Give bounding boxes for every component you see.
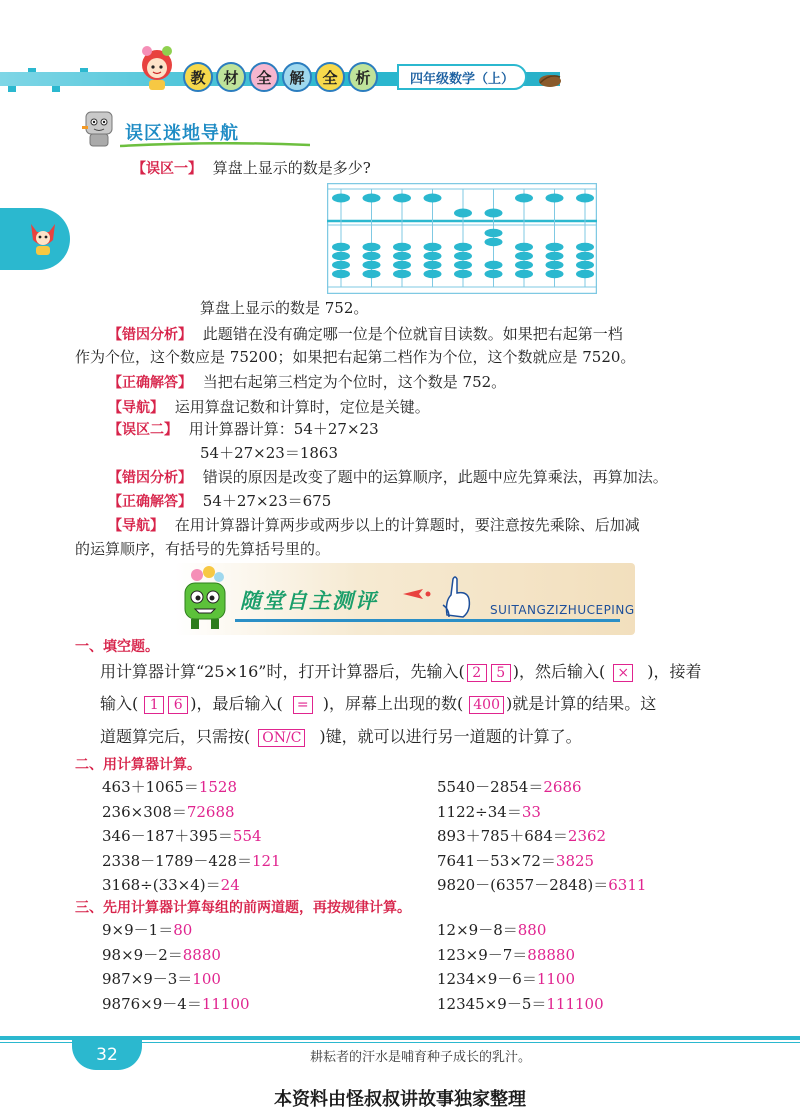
- equation-answer: 33: [521, 802, 541, 821]
- title-char: 解: [282, 62, 312, 92]
- q3-heading: 三、先用计算器计算每组的前两道题，再按规律计算。: [75, 900, 411, 916]
- abacus-bead: [546, 252, 564, 260]
- abacus-bead: [515, 194, 533, 203]
- mistake1-label: 【误区一】: [132, 161, 202, 177]
- equation-answer: 80: [173, 921, 193, 939]
- q1-text: )键，就可以进行另一道题的计算了。: [319, 727, 582, 746]
- side-tab: [0, 208, 70, 270]
- equation-expression: 987×9－3＝: [102, 970, 193, 988]
- equation-row: [437, 802, 541, 822]
- pointing-hand-icon: [441, 575, 475, 621]
- abacus-bead: [332, 261, 350, 269]
- self-test-banner: [175, 563, 635, 635]
- answer-box: ×: [613, 664, 633, 682]
- analysis-label: 【错因分析】: [108, 470, 192, 486]
- q1-text: 用计算器计算“25×16”时，打开计算器后，先输入(: [100, 662, 465, 681]
- equation-answer: 554: [232, 827, 262, 845]
- answer-box: 2: [467, 664, 487, 682]
- q1-line2: [100, 694, 656, 714]
- q1-text: )就是计算的结果。这: [505, 694, 657, 713]
- title-char: 材: [216, 62, 246, 92]
- mistake1-question-line: [132, 158, 371, 179]
- equation-answer: 1100: [536, 970, 576, 988]
- q1-line3: [100, 727, 582, 747]
- abacus-bead: [515, 243, 533, 251]
- equation-expression: 3168÷(33×4)＝: [102, 876, 221, 894]
- abacus-bead: [576, 194, 594, 203]
- abacus-bead: [454, 261, 472, 269]
- equation-expression: 9820－(6357－2848)＝: [437, 876, 609, 894]
- book-title: [183, 62, 378, 92]
- watermark-text: 本资料由怪叔叔讲故事独家整理: [274, 1089, 526, 1110]
- abacus-figure: [327, 183, 597, 294]
- grade-label: 四年级数学（上）: [397, 64, 527, 90]
- equation-row: [102, 875, 240, 895]
- mistake1-question: 算盘上显示的数是多少?: [212, 159, 371, 177]
- abacus-bead: [332, 270, 350, 278]
- analysis-label: 【错因分析】: [108, 327, 192, 343]
- equation-answer: 6311: [608, 876, 647, 894]
- equation-expression: 98×9－2＝: [102, 945, 183, 964]
- equation-expression: 12×9－8＝: [437, 921, 518, 939]
- equation-answer: 2362: [567, 827, 607, 845]
- equation-expression: 123×9－7＝: [437, 945, 528, 964]
- correct-text: 当把右起第三档定为个位时，这个数是 752。: [202, 373, 507, 391]
- abacus-bead: [485, 238, 503, 246]
- title-char: 教: [183, 62, 213, 92]
- abacus-bead: [546, 194, 564, 203]
- equation-row: [102, 969, 221, 989]
- equation-row: [102, 945, 221, 965]
- q1-line1: [100, 662, 701, 682]
- equation-answer: 24: [220, 876, 240, 894]
- abacus-bead: [393, 261, 411, 269]
- answer-box: 5: [491, 664, 511, 682]
- abacus-bead: [454, 270, 472, 278]
- abacus-bead: [393, 243, 411, 251]
- equation-row: [437, 969, 575, 989]
- q1-text: )，接着: [647, 662, 702, 681]
- analysis-text: 此题错在没有确定哪一位是个位就盲目读数。如果把右起第一档: [202, 325, 623, 343]
- abacus-bead: [576, 261, 594, 269]
- correct-label: 【正确解答】: [108, 494, 192, 510]
- mistake2-wrong: 54＋27×23＝1863: [200, 444, 339, 462]
- arrow-icon: [403, 587, 431, 601]
- equation-answer: 1528: [198, 778, 237, 796]
- mistake2-label: 【误区二】: [108, 422, 178, 438]
- equation-expression: 9×9－1＝: [102, 921, 174, 939]
- page-header: [0, 40, 800, 100]
- title-char: 析: [348, 62, 378, 92]
- abacus-bead: [363, 194, 381, 203]
- abacus-bead: [515, 270, 533, 278]
- abacus-bead: [393, 270, 411, 278]
- fox-mascot-icon: [28, 218, 58, 258]
- q2-heading: 二、用计算器计算。: [75, 757, 201, 773]
- test-banner-pinyin: SUITANGZIZHUCEPING: [490, 603, 635, 617]
- q1-heading: 一、填空题。: [75, 639, 159, 655]
- robot-mascot-icon: [80, 106, 122, 150]
- q1-text: 道题算完后，只需按(: [100, 727, 251, 746]
- equation-answer: 88880: [527, 945, 576, 964]
- equation-row: [102, 994, 250, 1014]
- equation-answer: 72688: [186, 802, 235, 821]
- abacus-bead: [363, 252, 381, 260]
- abacus-bead: [424, 270, 442, 278]
- nav-text: 运用算盘记数和计算时，定位是关键。: [174, 398, 430, 416]
- mistake2-question: 用计算器计算：54＋27×23: [188, 420, 379, 438]
- abacus-bead: [546, 261, 564, 269]
- abacus-bead: [424, 243, 442, 251]
- mistake1-nav-line: [108, 397, 430, 418]
- abacus-bead: [485, 209, 503, 218]
- equation-expression: 2338－1789－428＝: [102, 851, 252, 870]
- mistake1-analysis-line2: 作为个位，这个数应是 75200；如果把右起第二档作为个位，这个数就应是 7520。: [75, 348, 636, 366]
- abacus-bead: [454, 252, 472, 260]
- equation-row: [437, 994, 604, 1014]
- equation-row: [102, 851, 281, 871]
- abacus-bead: [576, 252, 594, 260]
- equation-expression: 893＋785＋684＝: [437, 827, 568, 845]
- abacus-bead: [424, 194, 442, 203]
- analysis-text: 错误的原因是改变了题中的运算顺序，此题中应先算乘法，再算加法。: [202, 468, 668, 486]
- section-banner: [80, 106, 300, 150]
- equation-expression: 1234×9－6＝: [437, 970, 537, 988]
- abacus-bead: [454, 243, 472, 251]
- title-char: 全: [315, 62, 345, 92]
- nav-label: 【导航】: [108, 518, 164, 534]
- nav-text: 在用计算器计算两步或两步以上的计算题时，要注意按先乘除、后加减: [174, 516, 640, 534]
- equation-answer: 111100: [546, 994, 604, 1013]
- footer-motto: 耕耘者的汗水是哺育种子成长的乳汁。: [310, 1050, 532, 1065]
- equation-expression: 236×308＝: [102, 802, 187, 821]
- equation-row: [437, 826, 606, 846]
- equation-row: [437, 875, 646, 895]
- nav-label: 【导航】: [108, 400, 164, 416]
- q1-text: )，最后输入(: [190, 694, 283, 713]
- equation-answer: 880: [517, 921, 547, 939]
- mistake1-wrong-answer: 算盘上显示的数是 752。: [200, 299, 369, 317]
- abacus-bead: [485, 261, 503, 269]
- mistake1-correct-line: [108, 372, 506, 393]
- seed-icon: [536, 71, 564, 89]
- equation-row: [102, 920, 192, 940]
- mistake2-nav-line2: 的运算顺序，有括号的先算括号里的。: [75, 540, 331, 558]
- answer-box: ON/C: [258, 729, 305, 747]
- equation-row: [437, 851, 594, 871]
- abacus-bead: [485, 270, 503, 278]
- equation-answer: 2686: [543, 778, 582, 796]
- equation-row: [437, 945, 575, 965]
- abacus-bead: [485, 229, 503, 237]
- q1-text: 输入(: [100, 694, 139, 713]
- equation-answer: 121: [251, 851, 281, 870]
- abacus-bead: [515, 252, 533, 260]
- equation-expression: 346－187＋395＝: [102, 827, 233, 845]
- mistake2-correct-line: [108, 491, 331, 512]
- abacus-bead: [424, 261, 442, 269]
- equation-expression: 5540－2854＝: [437, 778, 544, 796]
- title-char: 全: [249, 62, 279, 92]
- abacus-bead: [393, 252, 411, 260]
- equation-answer: 100: [192, 970, 221, 988]
- answer-box: 6: [168, 696, 188, 714]
- abacus-bead: [363, 270, 381, 278]
- equation-row: [102, 826, 262, 846]
- abacus-bead: [393, 194, 411, 203]
- abacus-bead: [363, 261, 381, 269]
- page-number: 32: [72, 1040, 142, 1070]
- girl-mascot-icon: [135, 43, 179, 93]
- equation-row: [102, 802, 235, 822]
- green-monster-icon: [177, 565, 237, 633]
- q1-text: )，屏幕上出现的数(: [322, 694, 464, 713]
- equation-expression: 7641－53×72＝: [437, 851, 556, 870]
- equation-expression: 463＋1065＝: [102, 778, 199, 796]
- abacus-bead: [363, 243, 381, 251]
- abacus-bead: [576, 270, 594, 278]
- equation-answer: 8880: [182, 945, 221, 964]
- title-underline: [120, 142, 310, 148]
- equation-row: [102, 777, 237, 797]
- equation-answer: 11100: [201, 994, 250, 1013]
- test-banner-title: 随堂自主测评: [240, 589, 378, 613]
- correct-label: 【正确解答】: [108, 375, 192, 391]
- mistake1-analysis-line: [108, 324, 623, 345]
- equation-expression: 9876×9－4＝: [102, 994, 202, 1013]
- abacus-bead: [424, 252, 442, 260]
- equation-answer: 3825: [555, 851, 595, 870]
- mistake2-analysis-line: [108, 467, 668, 488]
- answer-box: 1: [144, 696, 164, 714]
- equation-expression: 12345×9－5＝: [437, 994, 547, 1013]
- mistake2-question-line: [108, 419, 379, 440]
- abacus-bead: [332, 252, 350, 260]
- equation-row: [437, 777, 582, 797]
- abacus-bead: [576, 243, 594, 251]
- abacus-bead: [454, 209, 472, 218]
- q1-text: )，然后输入(: [512, 662, 606, 681]
- answer-box: =: [293, 696, 313, 714]
- abacus-bead: [515, 261, 533, 269]
- abacus-bead: [546, 243, 564, 251]
- mistake2-nav-line: [108, 515, 640, 536]
- equation-row: [437, 920, 546, 940]
- section-title: 误区迷地导航: [125, 123, 239, 144]
- answer-box: 400: [469, 696, 504, 714]
- equation-expression: 1122÷34＝: [437, 802, 522, 821]
- abacus-bead: [546, 270, 564, 278]
- abacus-bead: [332, 194, 350, 203]
- abacus-bead: [332, 243, 350, 251]
- correct-text: 54＋27×23＝675: [202, 492, 332, 510]
